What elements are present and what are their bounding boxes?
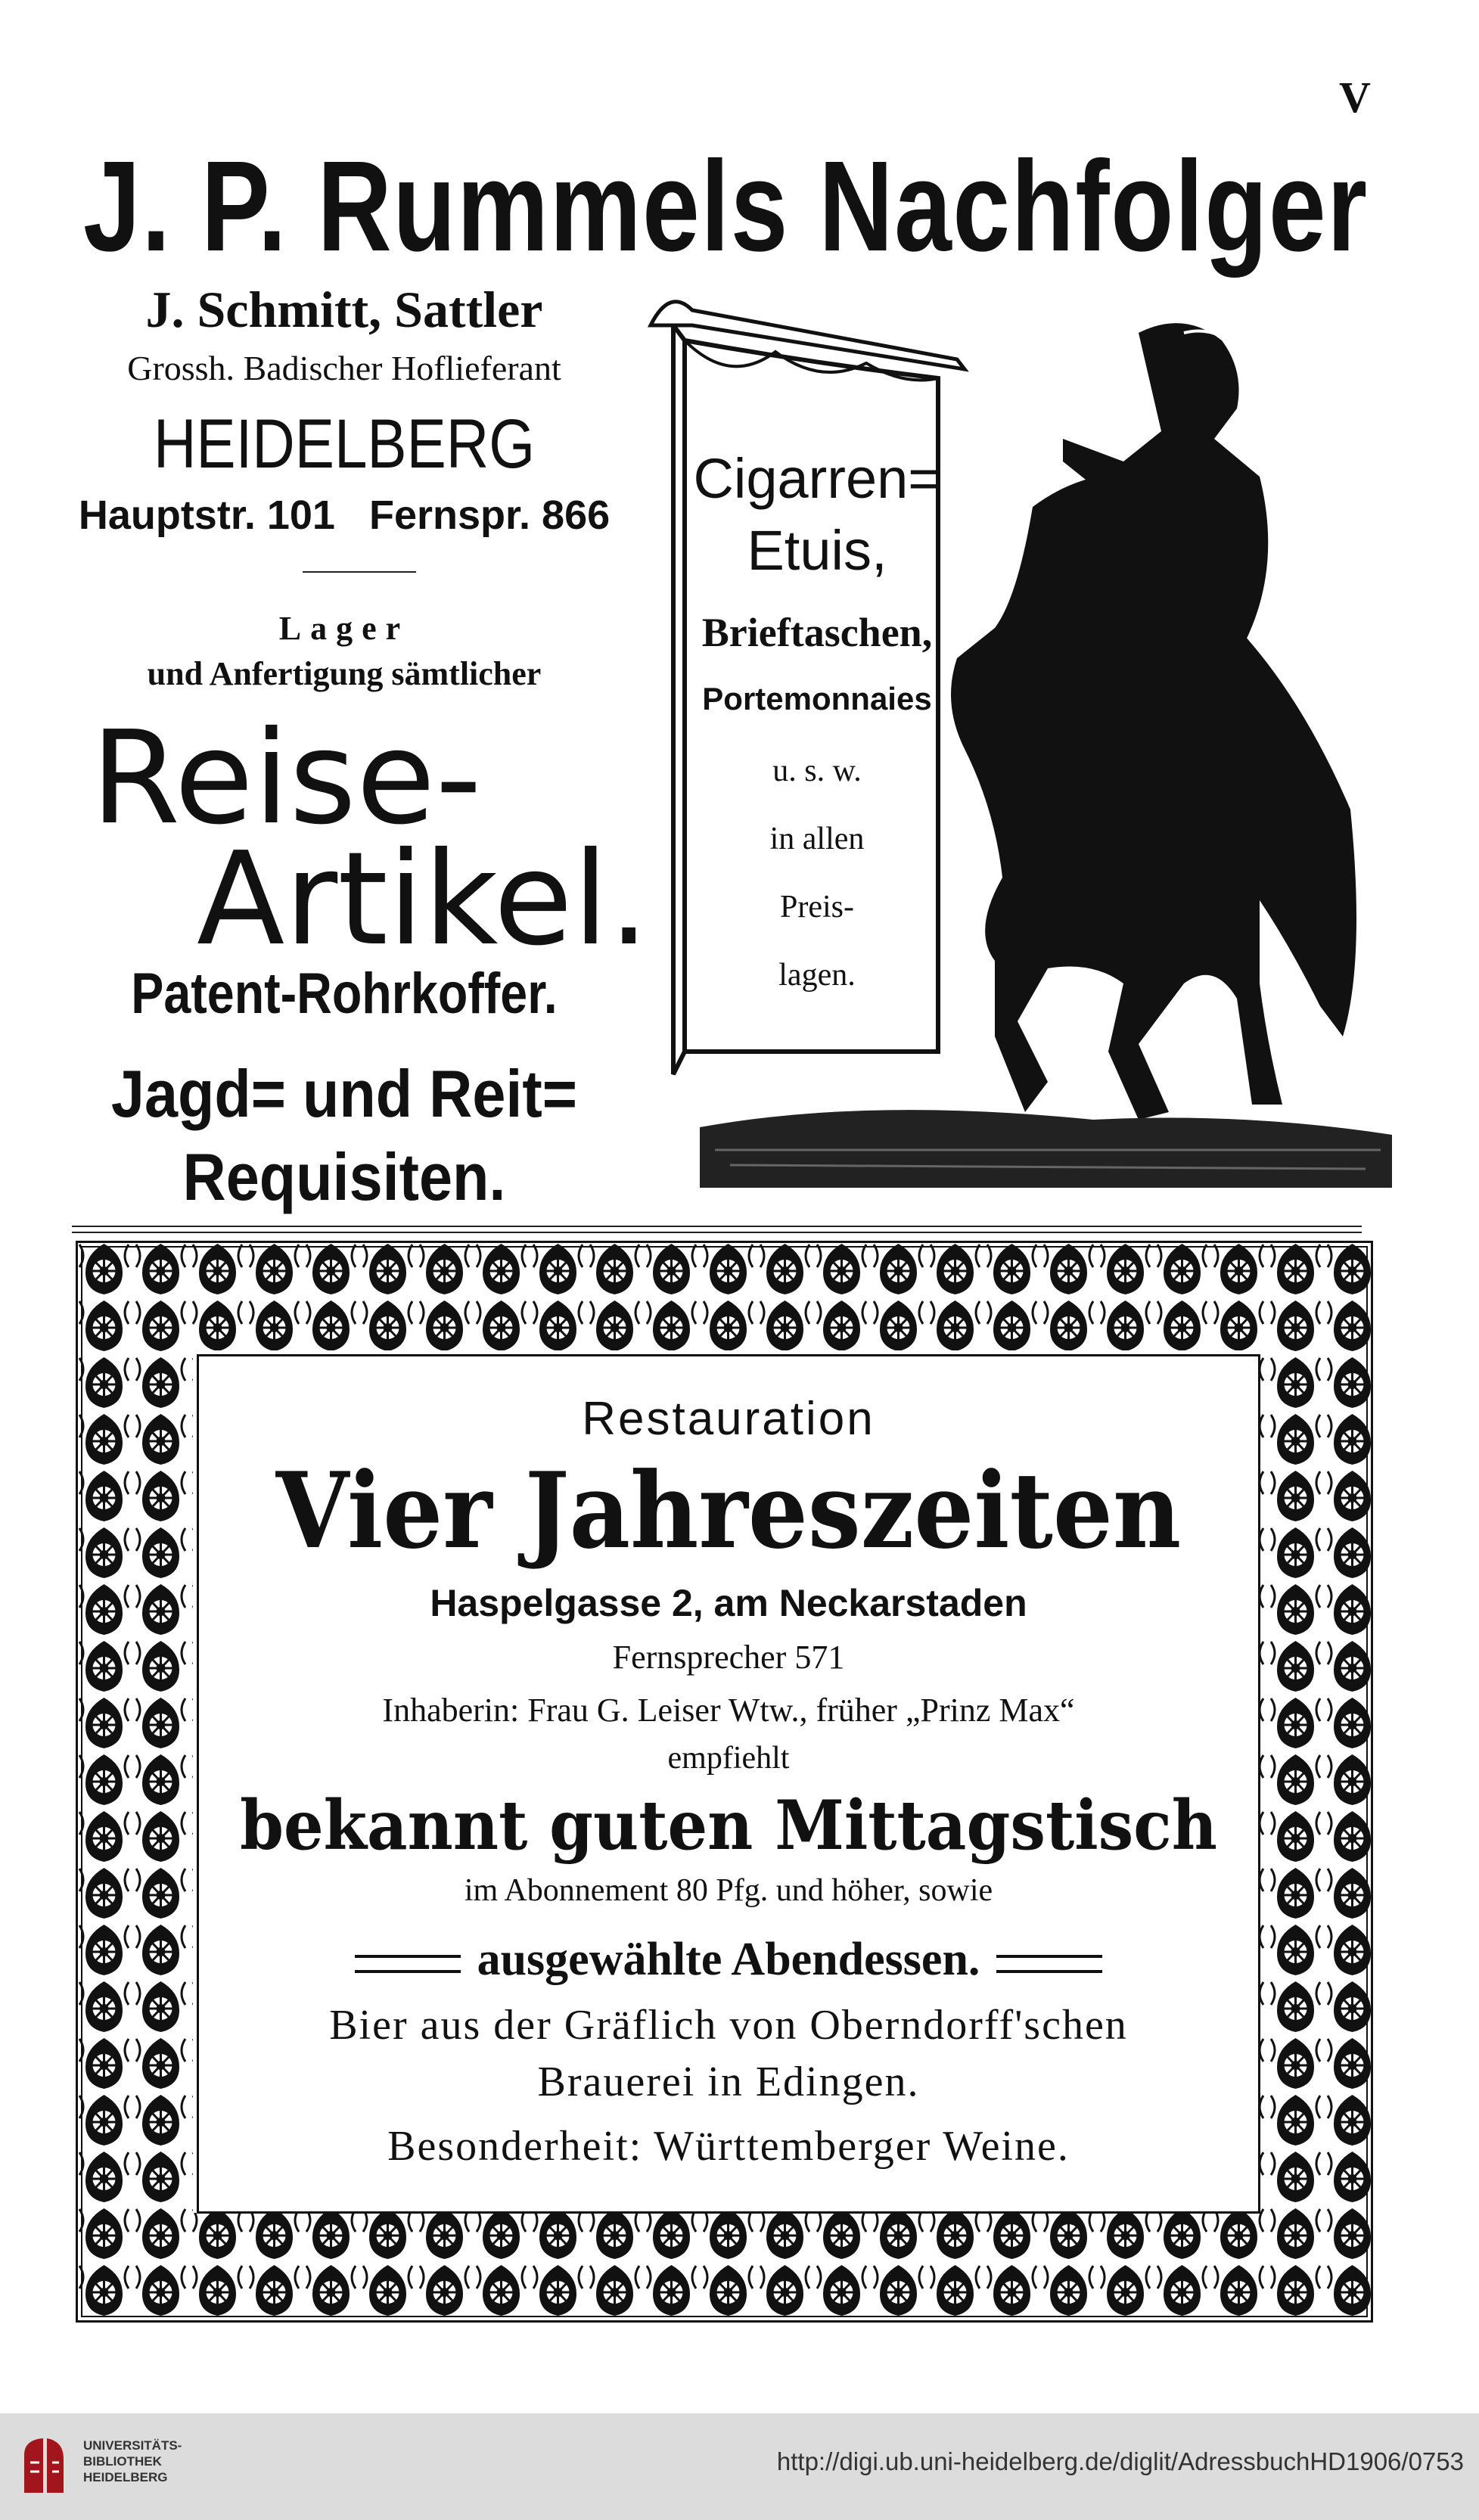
- banner-cigarren: Cigarren=: [693, 447, 941, 510]
- section-divider: [72, 1226, 1362, 1233]
- page-number: V: [1339, 73, 1371, 122]
- firm-name: J. P. Rummels Nachfolger: [83, 135, 1369, 278]
- library-line-3: HEIDELBERG: [83, 2470, 168, 2484]
- double-dash-right: [996, 1955, 1102, 1973]
- library-line-1: UNIVERSITÄTS-: [83, 2438, 182, 2453]
- beer-line-1: Bier aus der Gräflich von Oberndorff'schen: [329, 2002, 1128, 2049]
- dinner-line: [197, 1933, 1260, 1987]
- artikel-heading: Artikel.: [197, 825, 650, 974]
- banner-portemonnaies: Portemonnaies: [702, 681, 932, 716]
- banner-lagen: lagen.: [778, 958, 856, 993]
- manufacture-line: und Anfertigung sämtlicher: [147, 655, 542, 692]
- recommends-line: empfiehlt: [667, 1741, 790, 1776]
- banner-brieftaschen: Brieftaschen,: [701, 610, 933, 655]
- shop-address: Hauptstr. 101 Fernspr. 866: [78, 493, 611, 538]
- library-line-2: BIBLIOTHEK: [83, 2454, 162, 2469]
- source-url-link[interactable]: http://digi.ub.uni-heidelberg.de/diglit/AdressbuchHD1906/0753: [776, 2447, 1464, 2475]
- library-logo-icon[interactable]: [17, 2432, 70, 2500]
- banner-preis: Preis-: [780, 890, 854, 924]
- short-rule: [303, 571, 416, 573]
- reise-heading: Reise-: [91, 704, 482, 853]
- restaurant-owner: Inhaberin: Frau G. Leiser Wtw., früher „Prinz Max“: [382, 1692, 1075, 1729]
- banner-usw: u. s. w.: [772, 754, 862, 788]
- restaurant-type: Restauration: [582, 1393, 875, 1445]
- dinner-text: ausgewählte Abendessen.: [477, 1934, 980, 1985]
- library-name: [83, 2438, 182, 2485]
- subscription-line: im Abonnement 80 Pfg. und höher, sowie: [464, 1873, 993, 1908]
- lunch-offer: bekannt guten Mittagstisch: [240, 1785, 1217, 1866]
- patent-line: Patent-Rohrkoffer.: [131, 962, 558, 1026]
- jagd-line: Jagd= und Reit=: [110, 1056, 578, 1131]
- restaurant-address: Haspelgasse 2, am Neckarstaden: [430, 1582, 1027, 1624]
- banner-etuis: Etuis,: [747, 519, 887, 582]
- banner-in-allen: in allen: [769, 822, 865, 856]
- restaurant-phone: Fernsprecher 571: [612, 1639, 845, 1676]
- lager-heading: Lager: [278, 610, 410, 647]
- requisiten-line: Requisiten.: [182, 1139, 506, 1214]
- herald-rider-illustration: [639, 280, 1396, 1210]
- purveyor-title: Grossh. Badischer Hoflieferant: [127, 349, 561, 387]
- restaurant-name: Vier Jahreszeiten: [275, 1449, 1182, 1572]
- wine-specialty: Besonderheit: Württemberger Weine.: [387, 2123, 1070, 2170]
- owner-name: J. Schmitt, Sattler: [145, 281, 543, 338]
- city-name: HEIDELBERG: [153, 405, 536, 483]
- double-dash-left: [355, 1955, 461, 1973]
- beer-line-2: Brauerei in Edingen.: [537, 2059, 920, 2105]
